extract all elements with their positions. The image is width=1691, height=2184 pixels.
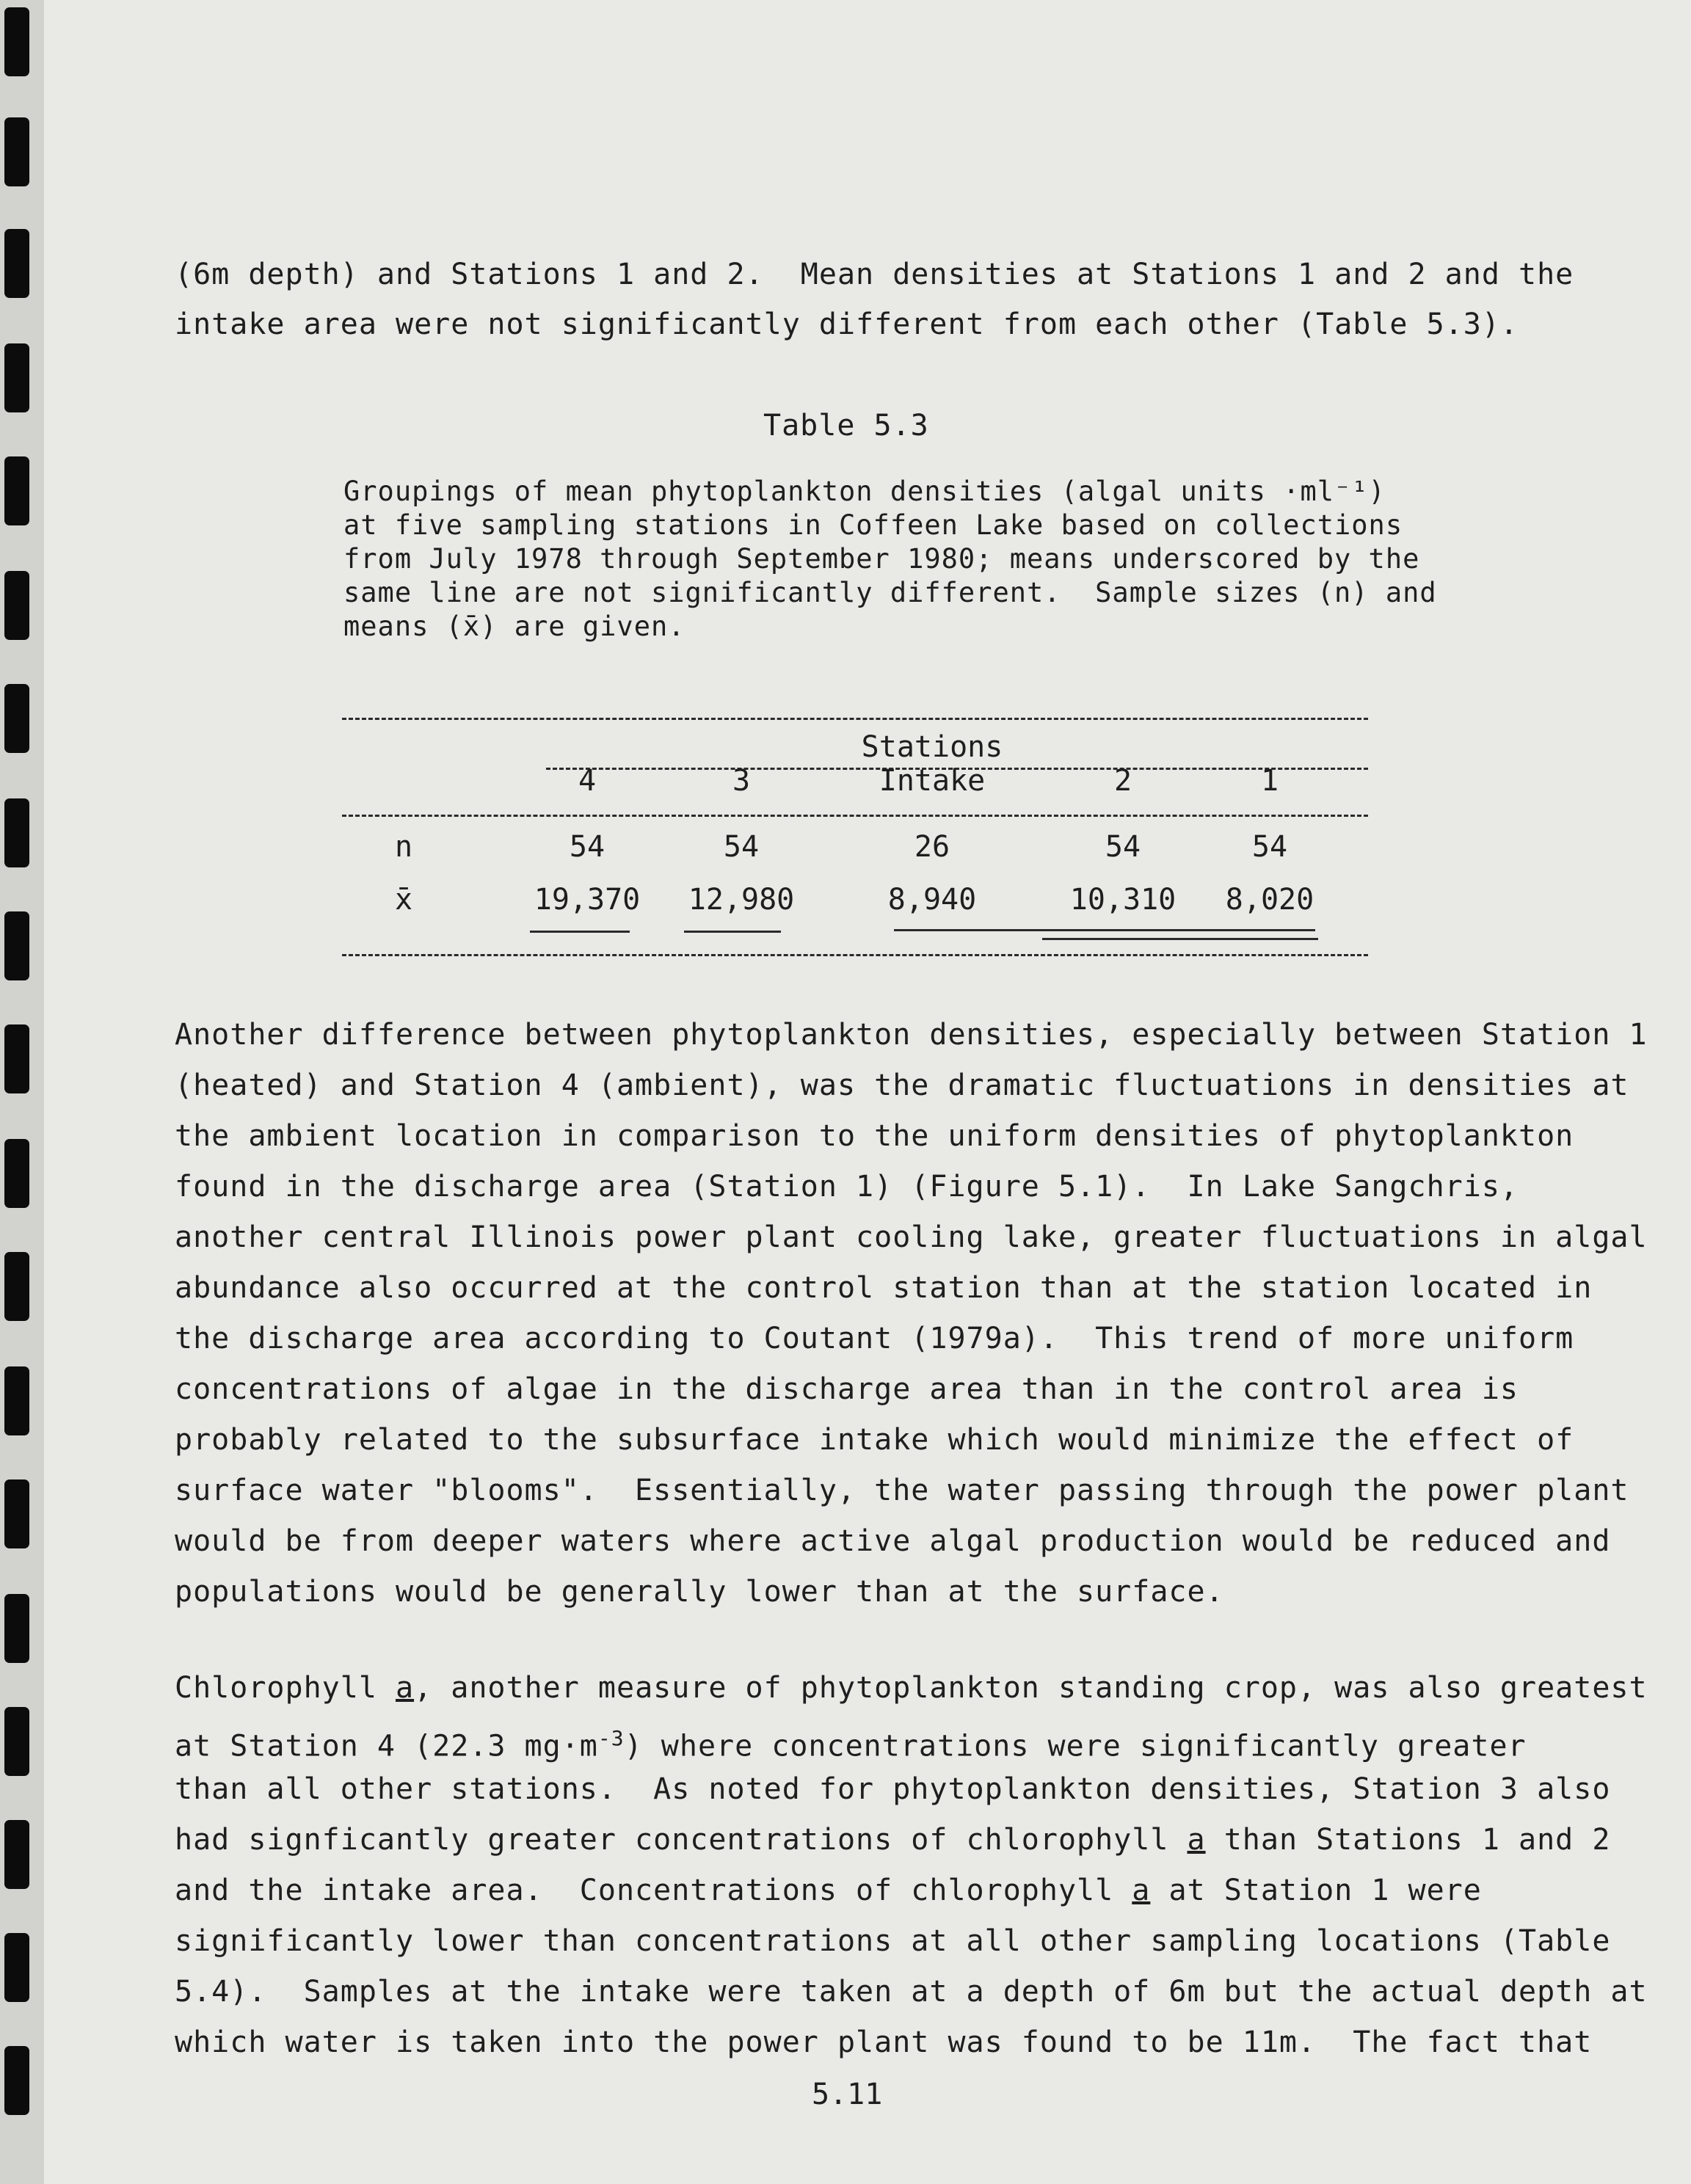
punch-hole [4, 2046, 29, 2115]
punch-hole [4, 1139, 29, 1208]
grouping-underline [894, 929, 1315, 931]
table-cell: 54 [723, 830, 760, 864]
row-label-mean: x̄ [394, 883, 413, 917]
column-header-4: 4 [578, 764, 597, 798]
table-cell: 8,940 [887, 883, 977, 917]
binding-strip [0, 0, 44, 2184]
text-line: surface water "blooms". Essentially, the water passing through the power plant [175, 1474, 1629, 1507]
grouping-underline [684, 931, 781, 933]
text-line: intake area were not significantly different from each other (Table 5.3). [175, 307, 1519, 341]
column-header-intake: Intake [879, 764, 986, 798]
table-cell: 54 [1105, 830, 1141, 864]
text-line: another central Illinois power plant cooling lake, greater fluctuations in algal [175, 1220, 1648, 1254]
table-title: Table 5.3 [763, 409, 929, 443]
text-line: Another difference between phytoplankton densities, especially between Station 1 [175, 1018, 1648, 1052]
punch-hole [4, 1820, 29, 1889]
punch-hole [4, 1366, 29, 1435]
column-header-1: 1 [1260, 764, 1279, 798]
table-cell: 26 [914, 830, 950, 864]
punch-hole [4, 1594, 29, 1663]
punch-hole [4, 684, 29, 753]
punch-hole [4, 343, 29, 412]
table-cell: 54 [569, 830, 606, 864]
text-line: 5.4). Samples at the intake were taken at a depth of 6m but the actual depth at [175, 1975, 1648, 2009]
caption-line: Groupings of mean phytoplankton densities (algal units ·ml⁻¹) [343, 476, 1386, 507]
table-top-rule [342, 718, 1368, 720]
text-line: would be from deeper waters where active algal production would be reduced and [175, 1524, 1611, 1558]
text-line: (heated) and Station 4 (ambient), was the dramatic fluctuations in densities at [175, 1069, 1629, 1102]
punch-hole [4, 571, 29, 640]
grouping-underline [1042, 938, 1318, 940]
punch-hole [4, 1024, 29, 1093]
table-bottom-rule [342, 954, 1368, 956]
text-line: concentrations of algae in the discharge area than in the control area is [175, 1372, 1519, 1406]
text-line: found in the discharge area (Station 1) (Figure 5.1). In Lake Sangchris, [175, 1170, 1519, 1204]
text-line: Chlorophyll a, another measure of phytoplankton standing crop, was also greatest [175, 1671, 1648, 1705]
punch-hole [4, 229, 29, 298]
punch-hole [4, 456, 29, 525]
caption-line: at five sampling stations in Coffeen Lake based on collections [343, 509, 1403, 541]
text-line: significantly lower than concentrations at all other sampling locations (Table [175, 1924, 1611, 1958]
row-label-n: n [394, 830, 413, 864]
caption-line: means (x̄) are given. [343, 611, 686, 642]
text-line: had signficantly greater concentrations of chlorophyll a than Stations 1 and 2 [175, 1823, 1611, 1857]
punch-hole [4, 1479, 29, 1548]
header-rule [342, 815, 1368, 817]
table-cell: 10,310 [1069, 883, 1177, 917]
punch-hole [4, 1252, 29, 1321]
caption-line: same line are not significantly different. Sample sizes (n) and [343, 577, 1437, 608]
punch-hole [4, 798, 29, 867]
punch-hole [4, 911, 29, 980]
text-line: at Station 4 (22.3 $mg\cdot m^{-3}$) where concentrations were significantly greater [175, 1726, 1527, 1763]
grouping-underline [530, 931, 630, 933]
table-cell: 54 [1251, 830, 1288, 864]
text-line: and the intake area. Concentrations of chlorophyll a at Station 1 were [175, 1874, 1482, 1907]
stations-group-header: Stations [861, 730, 1003, 764]
table-cell: 19,370 [534, 883, 641, 917]
punch-hole [4, 7, 29, 76]
table-cell: 12,980 [688, 883, 795, 917]
text-line: which water is taken into the power plant was found to be 11m. The fact that [175, 2025, 1593, 2059]
punch-hole [4, 117, 29, 186]
column-header-2: 2 [1113, 764, 1132, 798]
punch-hole [4, 1933, 29, 2002]
text-line: (6m depth) and Stations 1 and 2. Mean densities at Stations 1 and 2 and the [175, 258, 1574, 291]
text-line: abundance also occurred at the control station than at the station located in [175, 1271, 1593, 1305]
caption-line: from July 1978 through September 1980; means underscored by the [343, 543, 1420, 575]
punch-hole [4, 1707, 29, 1776]
page-number: 5.11 [812, 2078, 883, 2111]
text-line: the ambient location in comparison to the uniform densities of phytoplankton [175, 1119, 1574, 1153]
column-header-3: 3 [732, 764, 751, 798]
text-line: probably related to the subsurface intake which would minimize the effect of [175, 1423, 1574, 1457]
text-line: the discharge area according to Coutant (1979a). This trend of more uniform [175, 1322, 1574, 1355]
table-cell: 8,020 [1225, 883, 1314, 917]
text-line: populations would be generally lower than at the surface. [175, 1575, 1224, 1609]
text-line: than all other stations. As noted for phytoplankton densities, Station 3 also [175, 1772, 1611, 1806]
